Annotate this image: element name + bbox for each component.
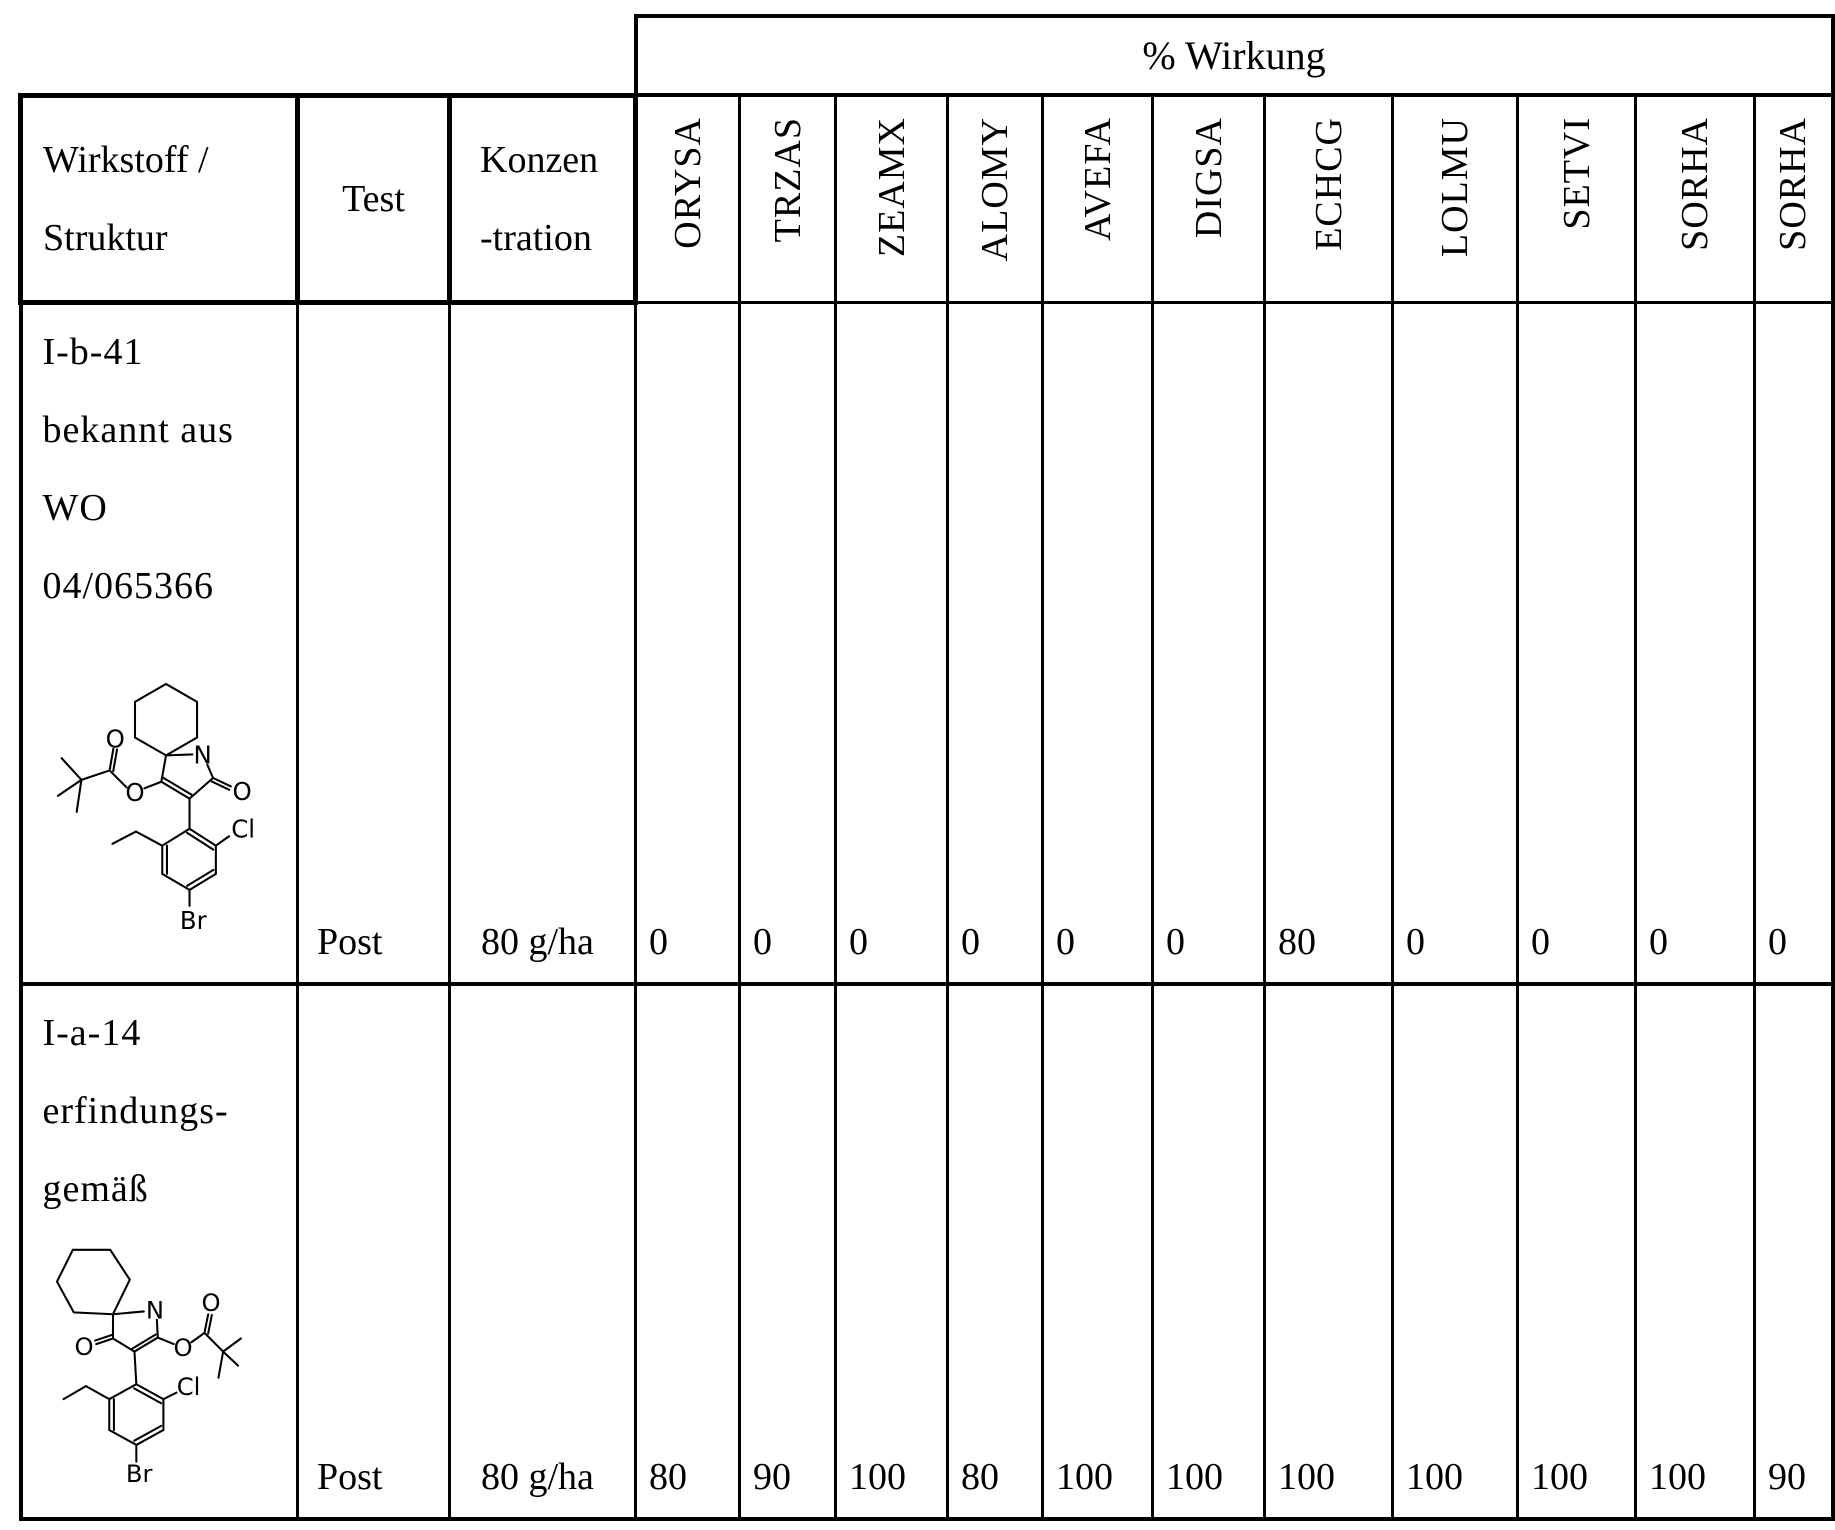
value-cell-alomy bbox=[948, 984, 1043, 1519]
effect-value: 90 bbox=[1768, 1456, 1806, 1498]
effect-value: 80 bbox=[1278, 921, 1316, 963]
value-cell-trzas bbox=[740, 984, 836, 1519]
substance-header-cell bbox=[21, 95, 298, 302]
value-cell-lolmu bbox=[1393, 984, 1518, 1519]
atom-label-bromine: Br bbox=[179, 905, 207, 935]
table-row-i-a-14 bbox=[21, 984, 1833, 1519]
species-header-cell bbox=[948, 95, 1043, 302]
atom-label-ester-carbonyl-o: O bbox=[105, 723, 125, 753]
column-header-row bbox=[21, 95, 1833, 302]
test-value: Post bbox=[317, 1456, 383, 1498]
species-header-cell bbox=[740, 95, 836, 302]
value-cell-alomy bbox=[948, 302, 1043, 984]
atom-label-amide-o: O bbox=[232, 776, 252, 806]
effect-value: 0 bbox=[961, 921, 980, 963]
effect-value: 100 bbox=[1531, 1456, 1588, 1498]
effect-value: 0 bbox=[1768, 921, 1787, 963]
species-label-orysa: ORYSA bbox=[667, 117, 709, 249]
value-cell-trzas bbox=[740, 302, 836, 984]
substance-header-line1: Wirkstoff / bbox=[43, 138, 209, 181]
blank-cell bbox=[450, 16, 636, 95]
effect-value: 100 bbox=[1166, 1456, 1223, 1498]
atom-label-ester-carbonyl-o: O bbox=[200, 1287, 221, 1317]
effect-value: 0 bbox=[753, 921, 772, 963]
effect-value: 0 bbox=[1406, 921, 1425, 963]
compound-note: bekannt aus bbox=[42, 408, 234, 451]
atom-label-ester-o: O bbox=[124, 777, 145, 807]
species-label-alomy: ALOMY bbox=[974, 117, 1016, 262]
value-cell-sorha-1 bbox=[1636, 302, 1755, 984]
effect-value: 90 bbox=[753, 1456, 791, 1498]
test-header-cell bbox=[298, 95, 450, 302]
value-cell-setvi bbox=[1518, 302, 1636, 984]
effect-value: 0 bbox=[849, 921, 868, 963]
species-header-cell bbox=[1518, 95, 1636, 302]
value-cell-avefa bbox=[1043, 984, 1153, 1519]
value-cell-digsa bbox=[1153, 984, 1265, 1519]
species-header-cell bbox=[836, 95, 948, 302]
species-label-setvi: SETVI bbox=[1555, 117, 1598, 230]
effect-value: 0 bbox=[1056, 921, 1075, 963]
species-header-cell bbox=[1393, 95, 1518, 302]
effect-header-row bbox=[21, 16, 1833, 95]
value-cell-digsa bbox=[1153, 302, 1265, 984]
blank-cell bbox=[298, 16, 450, 95]
effect-value: 100 bbox=[1056, 1456, 1113, 1498]
value-cell-orysa bbox=[636, 302, 740, 984]
species-label-avefa: AVEFA bbox=[1076, 117, 1119, 241]
species-label-sorha-2: SORHA bbox=[1772, 117, 1815, 251]
effect-value: 0 bbox=[1649, 921, 1668, 963]
concentration-value: 80 g/ha bbox=[481, 1456, 594, 1498]
species-label-echcg: ECHCG bbox=[1307, 117, 1350, 251]
value-cell-avefa bbox=[1043, 302, 1153, 984]
species-header-cell bbox=[1636, 95, 1755, 302]
concentration-header-line2: -tration bbox=[480, 216, 592, 259]
value-cell-zeamx bbox=[836, 984, 948, 1519]
atom-label-ketone-o: O bbox=[74, 1331, 94, 1361]
value-cell-lolmu bbox=[1393, 302, 1518, 984]
value-cell-echcg bbox=[1265, 302, 1393, 984]
effect-value: 80 bbox=[649, 1456, 687, 1498]
compound-ref-line2: 04/065366 bbox=[42, 564, 215, 607]
effect-value: 0 bbox=[1166, 921, 1185, 963]
species-header-cell bbox=[1755, 95, 1833, 302]
test-cell bbox=[298, 302, 450, 984]
value-cell-setvi bbox=[1518, 984, 1636, 1519]
effect-value: 100 bbox=[1278, 1456, 1335, 1498]
value-cell-sorha-2 bbox=[1755, 302, 1833, 984]
effect-header-label: % Wirkung bbox=[1142, 33, 1326, 78]
value-cell-echcg bbox=[1265, 984, 1393, 1519]
blank-cell bbox=[21, 16, 298, 95]
species-label-sorha-1: SORHA bbox=[1674, 117, 1716, 251]
value-cell-orysa bbox=[636, 984, 740, 1519]
compound-cell bbox=[21, 984, 298, 1519]
value-cell-zeamx bbox=[836, 302, 948, 984]
table-row-i-b-41 bbox=[21, 302, 1833, 984]
atom-label-chlorine: Cl bbox=[230, 814, 255, 844]
substance-header-line2: Struktur bbox=[43, 216, 168, 259]
test-cell bbox=[298, 984, 450, 1519]
atom-label-ester-o: O bbox=[172, 1332, 193, 1362]
test-value: Post bbox=[317, 921, 383, 963]
species-label-zeamx: ZEAMX bbox=[870, 117, 913, 258]
compound-id: I-a-14 bbox=[42, 1012, 142, 1054]
test-header-label: Test bbox=[342, 177, 405, 220]
effect-value: 100 bbox=[1649, 1456, 1706, 1498]
concentration-cell bbox=[450, 302, 636, 984]
atom-label-chlorine: Cl bbox=[176, 1371, 200, 1401]
species-header-cell bbox=[1153, 95, 1265, 302]
species-label-trzas: TRZAS bbox=[766, 117, 809, 243]
herbicide-results-table bbox=[18, 14, 1835, 1521]
atom-label-ring-n: N bbox=[193, 739, 212, 769]
compound-id: I-b-41 bbox=[42, 330, 144, 373]
atom-label-bromine: Br bbox=[125, 1458, 152, 1487]
species-header-cell bbox=[1043, 95, 1153, 302]
species-header-cell bbox=[1265, 95, 1393, 302]
value-cell-sorha-1 bbox=[1636, 984, 1755, 1519]
chemical-structure-i-b-41 bbox=[56, 683, 261, 935]
value-cell-sorha-2 bbox=[1755, 984, 1833, 1519]
species-label-digsa: DIGSA bbox=[1187, 117, 1230, 239]
concentration-header-line1: Konzen bbox=[480, 138, 599, 181]
species-label-lolmu: LOLMU bbox=[1434, 117, 1476, 258]
effect-value: 0 bbox=[1531, 921, 1550, 963]
compound-note-line1: erfindungs- bbox=[42, 1090, 229, 1132]
compound-cell bbox=[21, 302, 298, 984]
effect-header-cell bbox=[636, 16, 1833, 95]
compound-ref-line1: WO bbox=[42, 486, 108, 529]
chemical-structure-i-a-14 bbox=[43, 1246, 253, 1487]
effect-value: 0 bbox=[649, 921, 668, 963]
concentration-cell bbox=[450, 984, 636, 1519]
atom-label-ring-n: N bbox=[145, 1295, 164, 1325]
compound-note-line2: gemäß bbox=[42, 1168, 149, 1210]
concentration-header-cell bbox=[450, 95, 636, 302]
effect-value: 100 bbox=[849, 1456, 906, 1498]
effect-value: 100 bbox=[1406, 1456, 1463, 1498]
concentration-value: 80 g/ha bbox=[481, 921, 594, 963]
species-header-cell bbox=[636, 95, 740, 302]
effect-value: 80 bbox=[961, 1456, 999, 1498]
